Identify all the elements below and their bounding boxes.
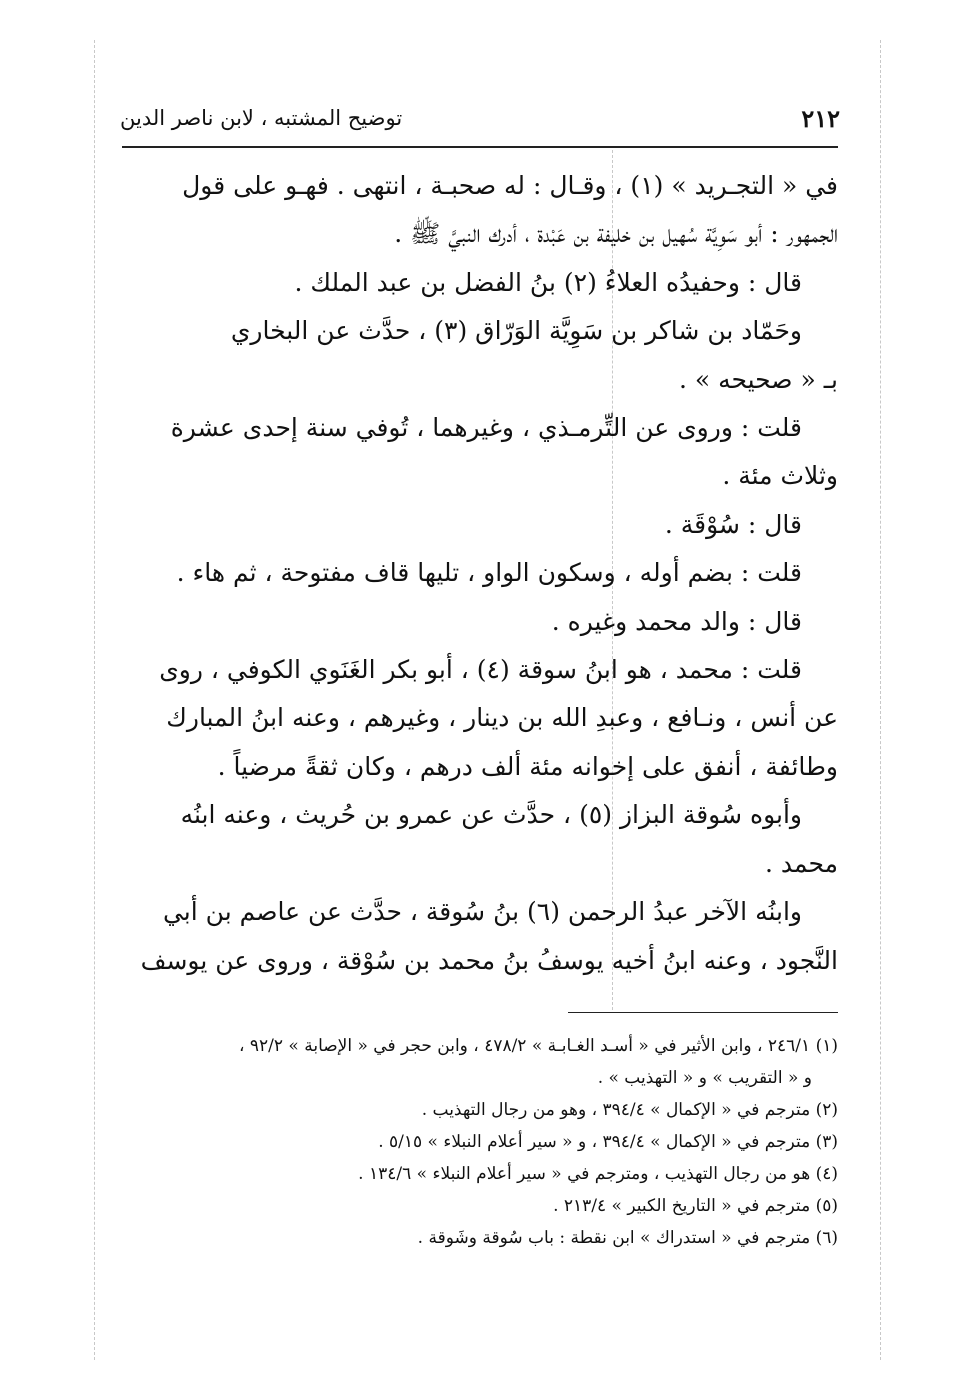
text-line: وطائفة ، أنفق على إخوانه مئة ألف درهم ، وكان ثقةً مرضياً .: [217, 751, 838, 781]
text-line: عن أنس ، ونـافع ، وعبدِ الله بن دينار ، وغيرهم ، وعنه ابنُ المبارك: [166, 703, 838, 733]
footnote: (٢) مترجم في « الإكمال » ٣٩٤/٤ ، وهو من رجال التهذيب .: [421, 1100, 838, 1120]
text-line: قال : والد محمد وغيره .: [551, 606, 802, 636]
page-number: ٢١٢: [801, 103, 840, 133]
text-line: قال : وحفيدُه العلاءُ (٢) بنُ الفضل بن عبد الملك .: [294, 267, 802, 297]
main-text: [124, 162, 838, 985]
header-divider: [122, 146, 838, 148]
text-line: وأبوه سُوقة البزاز (٥) ، حدَّث عن عمرو بن حُريث ، وعنه ابنُه: [180, 800, 802, 830]
text-line: في « التجـريد » (١) ، وقـال : له صحبـة ، انتهى . فهـو على قول: [182, 171, 838, 200]
scan-guide-line: [880, 40, 881, 1360]
footnote: (١) ٢٤٦/١ ، وابن الأثير في « أسـد الغـابـة » ٤٧٨/٢ ، وابن حجر في « الإصابة » ٩٢/٢ ،: [239, 1036, 838, 1056]
running-title: توضيح المشتبه ، لابن ناصر الدين: [120, 106, 403, 130]
footnote-continuation: و « التقريب » و « التهذيب » .: [597, 1068, 812, 1088]
footnote: (٦) مترجم في « استدراك » ابن نقطة : باب سُوقة وشَوقة .: [417, 1228, 838, 1248]
scan-guide-line: [94, 40, 95, 1360]
text-line: قلت : بضم أوله ، وسكون الواو ، تليها قاف مفتوحة ، ثم هاء .: [176, 558, 802, 588]
text-line: بـ « صحيحه » .: [678, 364, 838, 394]
footnotes: [124, 1030, 838, 1254]
text-line: الجمهور : أبو سَوِيَّة سُهيل بن خليفة بن عَبْدة ، أدرك النبيَّ ﷺ .: [394, 219, 838, 249]
text-line: قلت : محمد ، هو ابنُ سوقة (٤) ، أبو بكر الغَنَوي الكوفي ، روى: [159, 655, 802, 685]
footnote: (٣) مترجم في « الإكمال » ٣٩٤/٤ ، و « سير أعلام النبلاء » ٥/١٥ .: [378, 1132, 838, 1152]
text-line: قلت : وروى عن التِّرمـذي ، وغيرهما ، تُوفي سنة إحدى عشرة: [170, 413, 802, 443]
footnote: (٤) هو من رجال التهذيب ، ومترجم في « سير أعلام النبلاء » ١٣٤/٦ .: [358, 1164, 838, 1184]
footnote: (٥) مترجم في « التاريخ الكبير » ٢١٣/٤ .: [553, 1196, 838, 1216]
text-line: وثلاث مئة .: [722, 461, 838, 491]
text-line: قال : سُوْقَة .: [664, 509, 802, 539]
footnote-divider: [568, 1012, 838, 1013]
text-line: النَّجود ، وعنه ابنُ أخيه يوسفُ بنُ محمد بن سُوْقة ، وروى عن يوسف: [140, 945, 838, 975]
text-line: وابنُه الآخر عبدُ الرحمن (٦) بنُ سُوقة ، حدَّث عن عاصم بن أبي: [162, 897, 802, 927]
text-line: محمد .: [765, 848, 838, 878]
text-line: وحَمّاد بن شاكر بن سَوِيَّة الوَرّاق (٣) ، حدَّث عن البخاري: [230, 316, 802, 346]
page-header: [120, 98, 840, 138]
